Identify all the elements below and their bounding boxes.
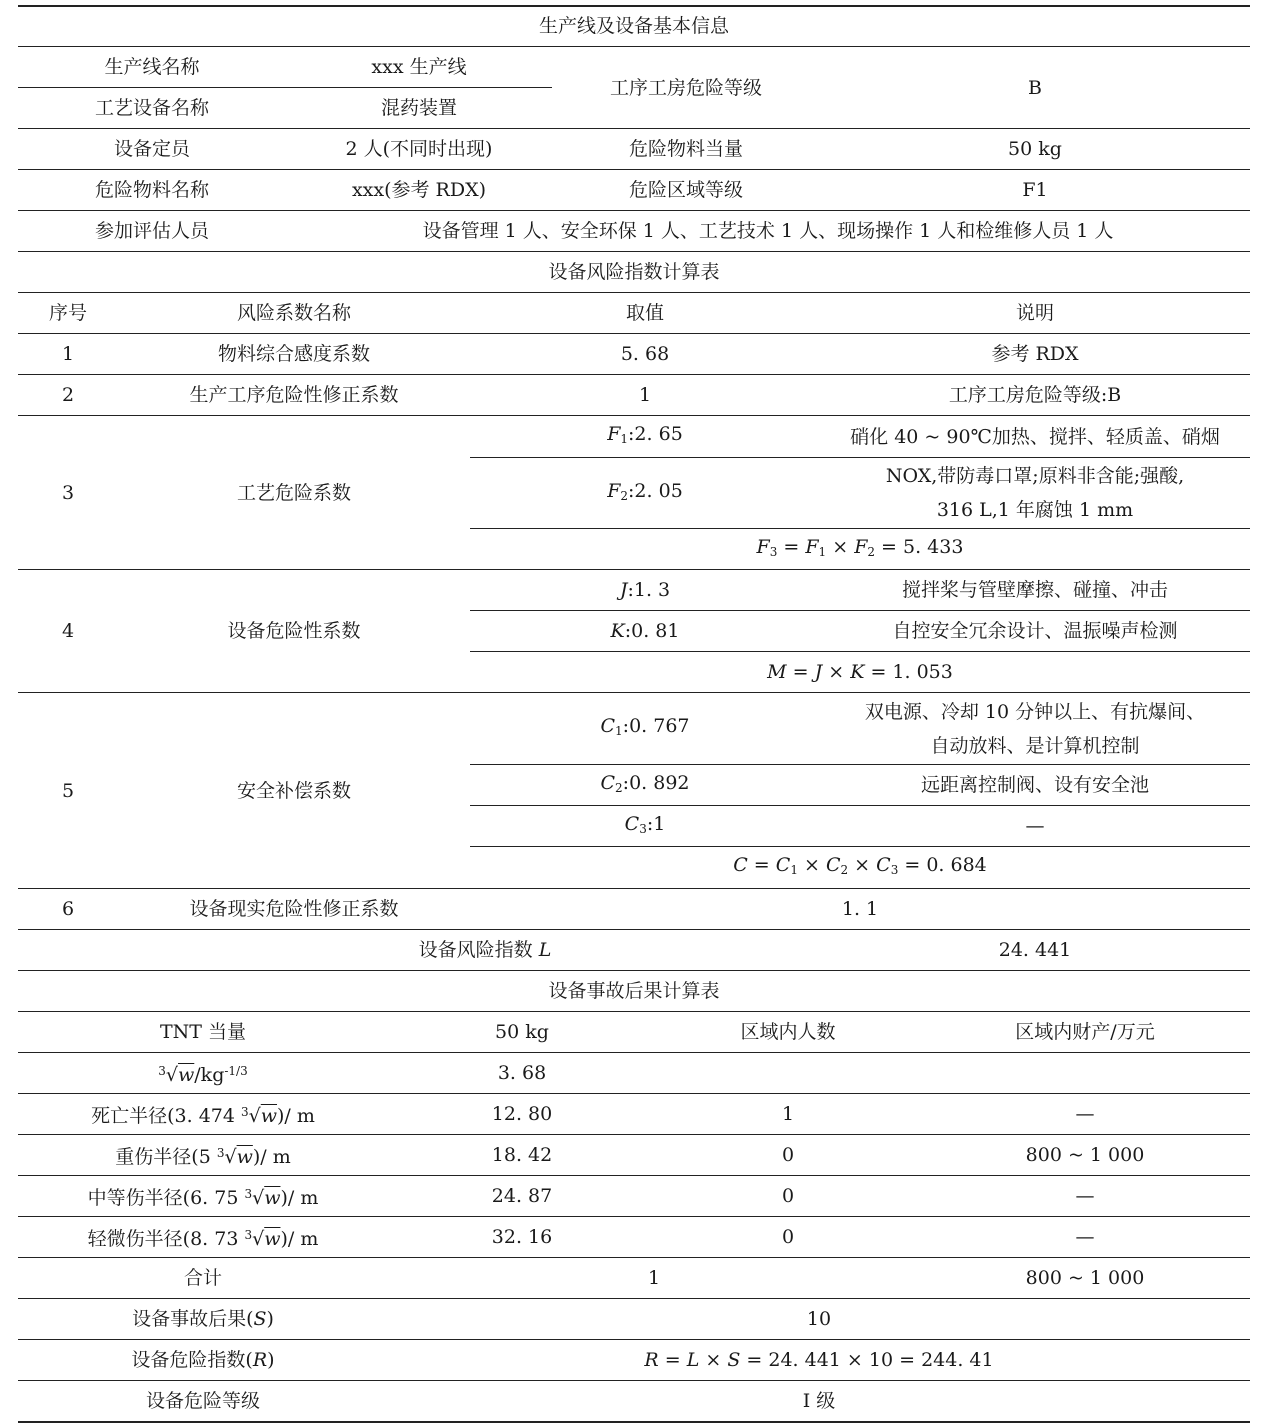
section-title: 设备风险指数计算表 bbox=[548, 261, 720, 283]
factor-name: 设备现实危险性修正系数 bbox=[189, 898, 399, 920]
factor-value: $F_2:2$. 05 bbox=[607, 479, 683, 503]
value-cell: xxx 生产线 bbox=[371, 56, 467, 78]
property-value: — bbox=[1075, 1226, 1095, 1248]
cbrt-w-value: 3. 68 bbox=[497, 1062, 547, 1084]
header-cell: 说明 bbox=[1015, 302, 1054, 324]
factor-value: K:0. 81 bbox=[610, 620, 680, 642]
header-cell: 50 kg bbox=[495, 1021, 549, 1043]
factor-value: $F_1:2$. 65 bbox=[607, 423, 683, 446]
factor-value: $C_3:1$ bbox=[624, 812, 666, 836]
header-cell: 区域内人数 bbox=[740, 1021, 836, 1043]
total-property: 800 ~ 1 000 bbox=[1025, 1267, 1145, 1289]
label-cell: 生产线名称 bbox=[104, 56, 200, 78]
danger-index-formula: R = L × S = 24. 441 × 10 = 244. 41 bbox=[644, 1349, 994, 1371]
property-value: 800 ~ 1 000 bbox=[1025, 1144, 1145, 1166]
header-cell: 序号 bbox=[48, 302, 87, 324]
value-cell: B bbox=[1028, 76, 1042, 99]
label-cell: 工艺设备名称 bbox=[94, 97, 209, 119]
radius-label: 中等伤半径(6. 75 $^3$√w)/ m bbox=[87, 1187, 319, 1209]
label-cell: 危险物料当量 bbox=[628, 138, 743, 160]
row-number: 6 bbox=[61, 898, 75, 920]
factor-note: 远距离控制阀、设有安全池 bbox=[920, 774, 1149, 796]
value-cell: 混药装置 bbox=[380, 97, 457, 119]
factor-note: 工序工房危险等级:B bbox=[948, 384, 1122, 406]
section-title: 设备事故后果计算表 bbox=[548, 980, 720, 1002]
factor-name: 生产工序危险性修正系数 bbox=[189, 384, 399, 406]
header-cell: 取值 bbox=[625, 302, 664, 324]
danger-grade-value: I 级 bbox=[802, 1390, 836, 1412]
label-cell: 工序工房危险等级 bbox=[609, 76, 762, 99]
header-cell: 风险系数名称 bbox=[236, 302, 351, 324]
radius-value: 18. 42 bbox=[491, 1144, 553, 1166]
factor-note: 搅拌桨与管壁摩擦、碰撞、冲击 bbox=[901, 579, 1168, 601]
value-cell: 2 人(不同时出现) bbox=[345, 138, 493, 160]
danger-index-label: 设备危险指数(R) bbox=[131, 1349, 275, 1371]
factor-note: — bbox=[1025, 815, 1045, 837]
radius-label: 重伤半径(5 $^3$√w)/ m bbox=[115, 1146, 291, 1168]
row-number: 2 bbox=[61, 384, 75, 406]
consequence-value: 10 bbox=[806, 1308, 832, 1330]
formula-f3: $F_3 = F_1 \times F_2 = 5$. 433 bbox=[756, 535, 964, 559]
danger-grade-label: 设备危险等级 bbox=[145, 1390, 260, 1412]
risk-index-label: 设备风险指数 L bbox=[418, 939, 552, 961]
factor-value: J:1. 3 bbox=[619, 579, 671, 601]
header-cell: TNT 当量 bbox=[159, 1021, 246, 1043]
factor-note: NOX,带防毒口罩;原料非含能;强酸, 316 L,1 年腐蚀 1 mm bbox=[885, 465, 1185, 521]
row-number: 3 bbox=[61, 481, 75, 504]
radius-label: 轻微伤半径(8. 73 $^3$√w)/ m bbox=[87, 1228, 319, 1250]
label-cell: 危险区域等级 bbox=[628, 179, 743, 201]
label-cell: 危险物料名称 bbox=[94, 179, 209, 201]
factor-note: 硝化 40 ~ 90℃加热、搅拌、轻质盖、硝烟 bbox=[850, 425, 1220, 448]
factor-name: 设备危险性系数 bbox=[227, 620, 361, 642]
factor-value: 5. 68 bbox=[620, 343, 670, 365]
total-people: 1 bbox=[647, 1267, 661, 1289]
formula-m: M = J × K = 1. 053 bbox=[767, 661, 953, 683]
consequence-label: 设备事故后果(S) bbox=[132, 1308, 274, 1330]
row-number: 1 bbox=[61, 343, 75, 365]
radius-value: 32. 16 bbox=[491, 1226, 553, 1248]
label-cell: 设备定员 bbox=[113, 138, 190, 160]
people-count: 0 bbox=[781, 1226, 795, 1248]
risk-index-value: 24. 441 bbox=[998, 939, 1072, 961]
table-bottom-rule bbox=[18, 1421, 1250, 1423]
factor-note: 参考 RDX bbox=[991, 343, 1079, 365]
header-cell: 区域内财产/万元 bbox=[1015, 1021, 1155, 1043]
people-count: 1 bbox=[781, 1103, 795, 1125]
people-count: 0 bbox=[781, 1144, 795, 1166]
factor-value: $C_2:0$. 892 bbox=[600, 771, 690, 795]
factor-name: 工艺危险系数 bbox=[236, 481, 351, 504]
value-cell: 50 kg bbox=[1008, 138, 1062, 160]
people-count: 0 bbox=[781, 1185, 795, 1207]
label-cell: 参加评估人员 bbox=[94, 220, 209, 242]
value-cell: F1 bbox=[1022, 179, 1048, 201]
row-number: 5 bbox=[61, 779, 75, 802]
total-label: 合计 bbox=[183, 1267, 222, 1289]
factor-name: 安全补偿系数 bbox=[236, 779, 351, 802]
radius-label: 死亡半径(3. 474 $^3$√w)/ m bbox=[91, 1105, 315, 1127]
factor-value: 1. 1 bbox=[841, 898, 879, 920]
property-value: — bbox=[1075, 1103, 1095, 1125]
property-value: — bbox=[1075, 1185, 1095, 1207]
factor-name: 物料综合感度系数 bbox=[217, 343, 370, 365]
formula-c: $C = C_1 \times C_2 \times C_3 = 0$. 684 bbox=[733, 854, 987, 877]
row-number: 4 bbox=[61, 620, 75, 642]
value-cell: xxx(参考 RDX) bbox=[351, 179, 487, 201]
section-title: 生产线及设备基本信息 bbox=[538, 15, 729, 37]
radius-value: 24. 87 bbox=[491, 1185, 553, 1207]
value-cell: 设备管理 1 人、安全环保 1 人、工艺技术 1 人、现场操作 1 人和检维修人员 1 人 bbox=[422, 220, 1114, 242]
factor-value: $C_1:0$. 767 bbox=[600, 715, 690, 738]
radius-value: 12. 80 bbox=[491, 1103, 553, 1125]
factor-note: 自控安全冗余设计、温振噪声检测 bbox=[892, 620, 1178, 642]
factor-value: 1 bbox=[638, 384, 652, 406]
cbrt-w-label: $^3√w/kg^{-1/3}$ bbox=[158, 1064, 248, 1086]
factor-note: 双电源、冷却 10 分钟以上、有抗爆间、 自动放料、是计算机控制 bbox=[864, 700, 1206, 757]
